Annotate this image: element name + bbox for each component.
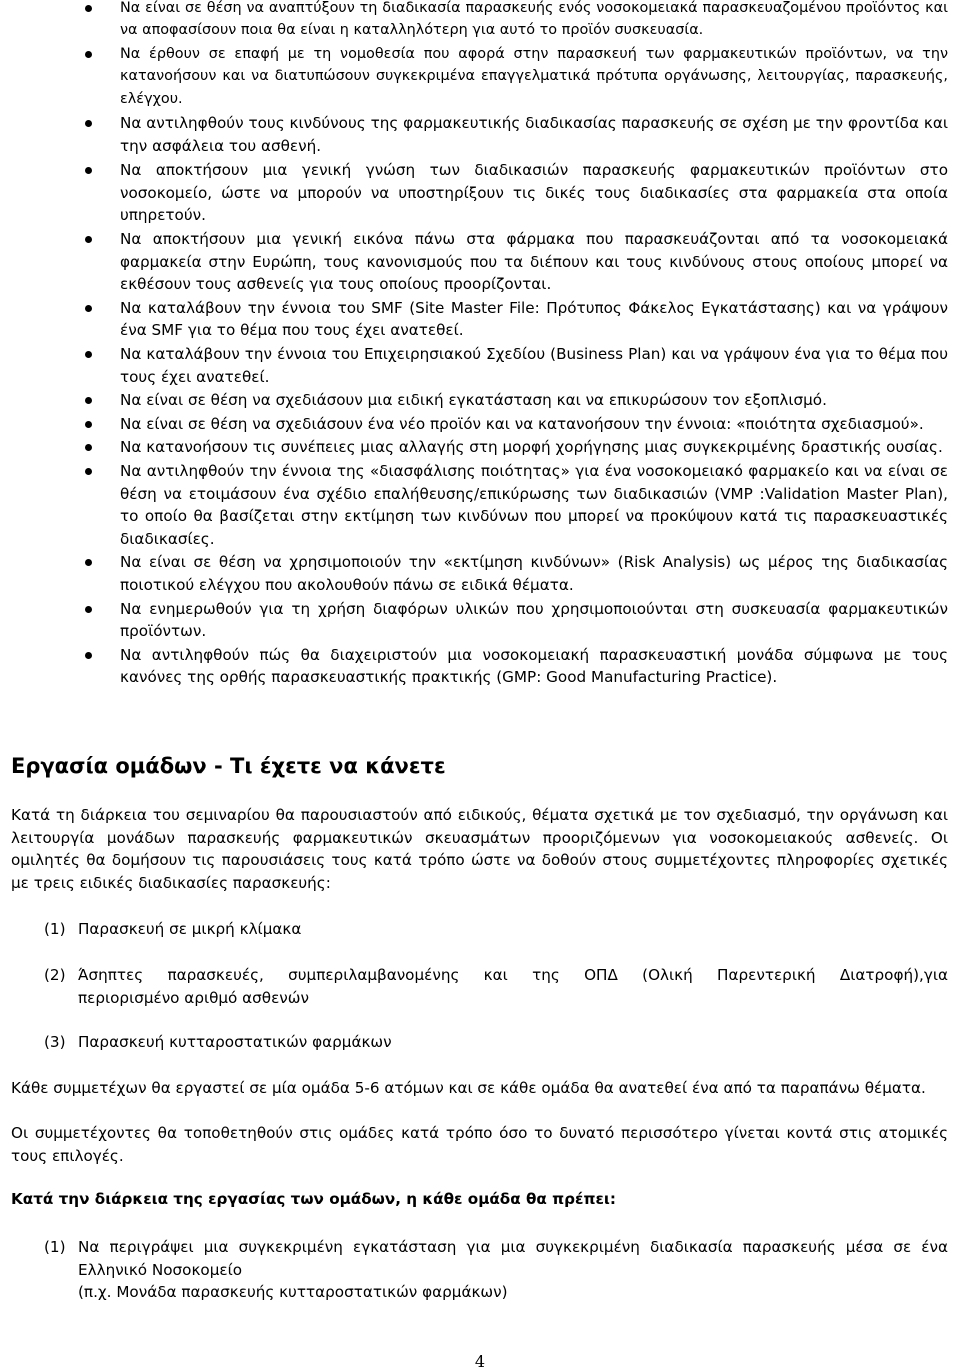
bullet-icon: [85, 51, 92, 58]
bullet-icon: [85, 351, 92, 358]
intro-paragraph: Κατά τη διάρκεια του σεμιναρίου θα παρουσιαστούν από ειδικούς, θέματα σχετικά με τον σχεδιασμό, την οργάνωση και λειτουργία μονάδων παρασκευής φαρμακευτικών σκευασμάτων προοριζόμενων για νοσοκομειακούς ασθενείς. Οι ομιλητές θα δομήσουν τις παρουσιάσεις τους κατά τρόπο ώστε να δοθούν στους συμμετέχοντες πληροφορίες σχετικές με τρεις ειδικές διαδικασίες παρασκευής:: [11, 806, 948, 892]
placement-paragraph: Οι συμμετέχοντες θα τοποθετηθούν στις ομάδες κατά τρόπο όσο το δυνατό περισσότερο γίνεται κοντά στις ατομικές τους επιλογές.: [11, 1124, 948, 1165]
procedure-line: Άσηπτες παρασκευές, συμπεριλαμβανομένης και της ΟΠΔ (Ολική Παρεντερική Διατροφή),για: [78, 966, 948, 984]
tasks-heading: Κατά την διάρκεια της εργασίας των ομάδων, η κάθε ομάδα θα πρέπει:: [11, 1190, 616, 1208]
list-item: [0, 0, 960, 42]
list-item: [0, 460, 960, 550]
bullet-icon: [85, 5, 92, 12]
list-item-text: Να αντιληφθούν τους κινδύνους της φαρμακευτικής διαδικασίας παρασκευής σε σχέση με την φροντίδα και την ασφάλεια του ασθενή.: [120, 114, 948, 155]
list-item: [0, 389, 960, 412]
list-item-text: Να αντιληφθούν πώς θα διαχειριστούν μια νοσοκομειακή παρασκευαστική μονάδα σύμφωνα με τους κανόνες της ορθής παρασκευαστικής πρακτικής (GMP: Good Manufacturing Practice).: [120, 645, 948, 687]
list-item: [0, 413, 960, 436]
page-number: 4: [474, 1352, 486, 1371]
bullet-icon: [85, 397, 92, 404]
task-number: (1): [44, 1238, 66, 1256]
bullet-icon: [85, 444, 92, 451]
bullet-icon: [85, 305, 92, 312]
list-item-text: Να είναι σε θέση να σχεδιάσουν ένα νέο προϊόν και να κατανοήσουν την έννοια: «ποιότητα σχεδιασμού».: [120, 414, 924, 433]
list-item: [0, 644, 960, 689]
bullet-icon: [85, 236, 92, 243]
procedure-line: Παρασκευή σε μικρή κλίμακα: [78, 920, 302, 938]
task-line: Ελληνικό Νοσοκομείο: [78, 1260, 243, 1279]
bullet-icon: [85, 468, 92, 475]
list-item: [0, 598, 960, 643]
procedure-line: Παρασκευή κυτταροστατικών φαρμάκων: [78, 1033, 392, 1051]
procedure-line: περιορισμένο αριθμό ασθενών: [78, 988, 309, 1007]
groups-paragraph: Κάθε συμμετέχων θα εργαστεί σε μία ομάδα 5-6 ατόμων και σε κάθε ομάδα θα ανατεθεί ένα από τα παραπάνω θέματα.: [11, 1079, 926, 1097]
list-item-text: Να αποκτήσουν μια γενική εικόνα πάνω στα φάρμακα που παρασκευάζονται από τα νοσοκομειακά φαρμακεία στην Ευρώπη, τους κανονισμούς που τα διέπουν και τους κινδύνους στους οποίους μπορεί να εκθέσουν τους ασθενείς για τους οποίους προορίζονται.: [120, 230, 948, 294]
bullet-icon: [85, 120, 92, 127]
task-item: [11, 1236, 948, 1304]
procedure-item: [11, 918, 948, 941]
bullet-icon: [85, 606, 92, 613]
procedure-number: (3): [44, 1033, 66, 1051]
list-item: [0, 43, 960, 110]
list-item: [0, 112, 960, 157]
list-item-text: Να είναι σε θέση να αναπτύξουν τη διαδικασία παρασκευής ενός νοσοκομειακά παρασκευαζομένου προϊόντος και να αποφασίσουν ποια θα είναι η καταλληλότερη για αυτό το προϊόν συσκευασία.: [120, 0, 948, 39]
list-item-text: Να ενημερωθούν για τη χρήση διαφόρων υλικών που χρησιμοποιούνται στη συσκευασία φαρμακευτικών προϊόντων.: [120, 599, 948, 641]
bullet-icon: [85, 652, 92, 659]
section-title: Εργασία ομάδων - Τι έχετε να κάνετε: [11, 754, 446, 778]
task-line: Να περιγράψει μια συγκεκριμένη εγκατάσταση για μια συγκεκριμένη διαδικασία παρασκευής μέσα σε ένα: [78, 1238, 948, 1256]
list-item: [0, 159, 960, 227]
list-item: [0, 297, 960, 342]
procedure-item: [11, 1031, 948, 1054]
list-item-text: Να έρθουν σε επαφή με τη νομοθεσία που αφορά στην παρασκευή των φαρμακευτικών προϊόντων, να την κατανοήσουν και να διατυπώσουν συγκεκριμένα επαγγελματικά πρότυπα οργάνωσης, λειτουργίας, παρασκευής, ελέγχου.: [120, 45, 948, 107]
bullet-icon: [85, 167, 92, 174]
list-item: [0, 343, 960, 388]
procedure-item: [11, 964, 948, 1009]
task-text: [78, 1236, 948, 1304]
list-item: [0, 551, 960, 596]
list-item: [0, 228, 960, 296]
list-item: [0, 436, 960, 459]
list-item-text: Να αποκτήσουν μια γενική γνώση των διαδικασιών παρασκευής φαρμακευτικών προϊόντων στο νοσοκομείο, ώστε να μπορούν να υποστηρίξουν τις δικές τους διαδικασίες στα φαρμακεία στα οποία υπηρετούν.: [120, 161, 948, 225]
bullet-icon: [85, 559, 92, 566]
list-item-text: Να αντιληφθούν την έννοια της «διασφάλισης ποιότητας» για ένα νοσοκομειακό φαρμακείο και να είναι σε θέση να ετοιμάσουν ένα σχέδιο επαλήθευσης/επικύρωσης των διαδικασιών (VMP :Validation Master Plan), το οποίο θα βασίζεται στην εκτίμηση των κινδύνων που μπορεί να προκύψουν κατά τις παρασκευαστικές διαδικασίες.: [120, 461, 948, 548]
procedure-number: (2): [44, 966, 66, 984]
procedure-text: [78, 1031, 948, 1054]
list-item-text: Να καταλάβουν την έννοια του Επιχειρησιακού Σχεδίου (Business Plan) και να γράψουν ένα για το θέμα που τους έχει ανατεθεί.: [120, 344, 948, 386]
task-line: (π.χ. Μονάδα παρασκευής κυτταροστατικών φαρμάκων): [78, 1283, 508, 1302]
list-item-text: Να καταλάβουν την έννοια του SMF (Site Master File: Πρότυπος Φάκελος Εγκατάστασης) και να γράψουν ένα SMF για το θέμα που τους έχει ανατεθεί.: [120, 298, 948, 340]
procedure-text: [78, 964, 948, 1009]
procedure-text: [78, 918, 948, 941]
list-item-text: Να είναι σε θέση να σχεδιάσουν μια ειδική εγκατάσταση και να επικυρώσουν τον εξοπλισμό.: [120, 391, 827, 410]
bullet-icon: [85, 421, 92, 428]
list-item-text: Να είναι σε θέση να χρησιμοποιούν την «εκτίμηση κινδύνων» (Risk Analysis) ως μέρος της διαδικασίας ποιοτικού ελέγχου που ακολουθούν πάνω σε ειδικά θέματα.: [120, 553, 948, 594]
procedure-number: (1): [44, 920, 66, 938]
list-item-text: Να κατανοήσουν τις συνέπειες μιας αλλαγής στη μορφή χορήγησης μιας συγκεκριμένης δραστικής ουσίας.: [120, 438, 943, 457]
